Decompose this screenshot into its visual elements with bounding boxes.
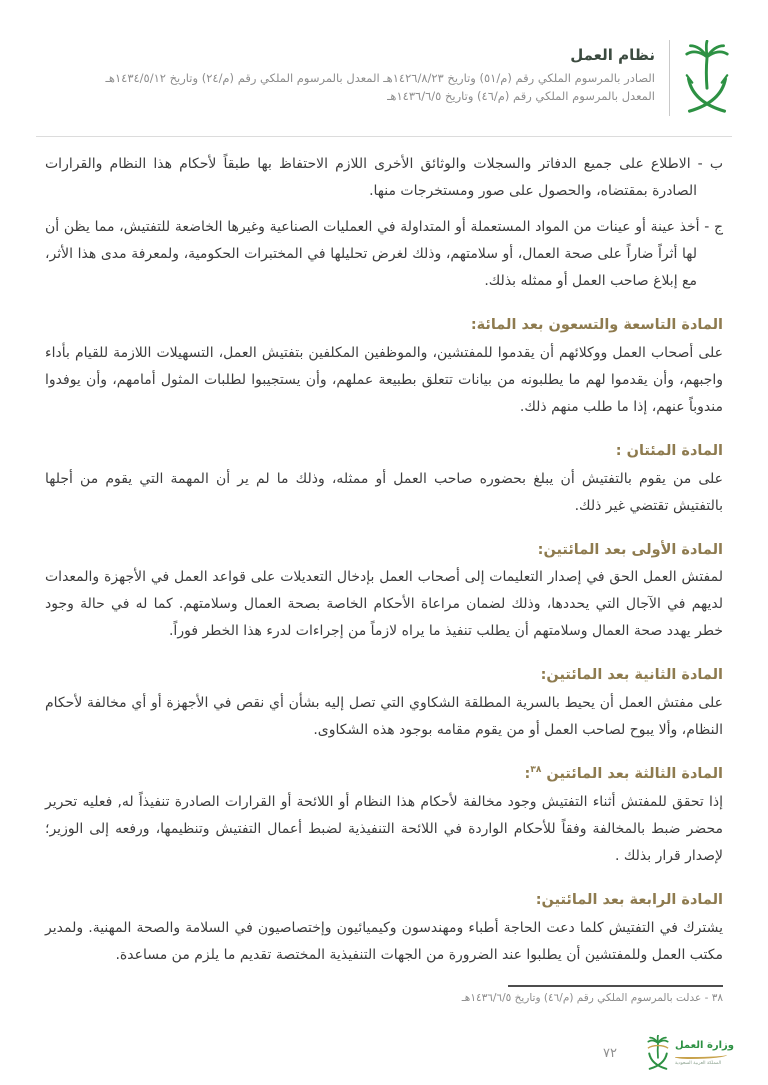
article-199 bbox=[45, 309, 723, 421]
document-body bbox=[45, 151, 723, 969]
article-202 bbox=[45, 659, 723, 744]
heading-text: المادة التاسعة والتسعون بعد المائة: bbox=[470, 316, 723, 333]
list-item-j: ج - أخذ عينة أو عينات من المواد المستعملة أو المتداولة في العمليات الصناعية وغيرها الخاضعة للتفتيش، مما يظن أن لها أثراً ضاراً على صحة العمال، أو سلامتهم، وذلك لغرض تحليلها في المختبرات الحكومية، ولمعرفة مدى هذا الأثر، مع إبلاغ صاحب العمل أو ممثله بذلك. bbox=[45, 219, 723, 289]
list-item-b: ب - الاطلاع على جميع الدفاتر والسجلات والوثائق الأخرى اللازم الاحتفاظ بها طبقاً لأحكام هذا النظام والقرارات الصادرة بمقتضاه، والحصول على صور ومستخرجات منها. bbox=[45, 156, 723, 199]
header-text-block bbox=[36, 40, 655, 105]
header-rule bbox=[36, 136, 732, 137]
article-204-heading bbox=[45, 884, 723, 912]
document-title: نظام العمل bbox=[570, 46, 655, 64]
decree-line-1: الصادر بالمرسوم الملكي رقم (م/٥١) وتاريخ ١٤٢٦/٨/٢٣هـ المعدل بالمرسوم الملكي رقم (م/٢٤) وتاريخ ١٤٣٤/٥/١٢هـ bbox=[105, 71, 655, 85]
heading-footnote-ref: ٣٨ bbox=[530, 765, 542, 776]
article-201 bbox=[45, 534, 723, 646]
article-204-body: يشترك في التفتيش كلما دعت الحاجة أطباء ومهندسون وكيميائيون وإختصاصيون في السلامة والصحة المهنية. ولمدير مكتب العمل وللمفتشين أن يطلبوا عند الضرورة من الجهات التنفيذية المختصة تقديم ما يلزم من مساعدة. bbox=[45, 919, 723, 963]
header-divider bbox=[669, 40, 670, 116]
article-203-heading bbox=[45, 758, 723, 786]
heading-text: المادة المئتان : bbox=[615, 442, 723, 459]
article-201-body: لمفتش العمل الحق في إصدار التعليمات إلى أصحاب العمل بإدخال التعديلات على قواعد العمل في الأجهزة والمعدات لديهم في الآجال التي يحددها، وذلك لضمان مراعاة الأحكام الخاصة بصحة العمال وسلامتهم. كما له في حالة وجود خطر يهدد صحة العمال وسلامتهم أن يطلب تنفيذ ما يراه لازماً من إجراءات لدرء هذا الخطر فوراً. bbox=[45, 569, 723, 640]
article-200-body: على من يقوم بالتفتيش أن يبلغ بحضوره صاحب العمل أو ممثله، وذلك ما لم ير أن المهمة التي يقوم من أجلها بالتفتيش تقتضي غير ذلك. bbox=[45, 470, 723, 514]
decree-line-2: المعدل بالمرسوم الملكي رقم (م/٤٦) وتاريخ ١٤٣٦/٦/٥هـ bbox=[387, 89, 655, 103]
ministry-name: وزارة العمل bbox=[675, 1039, 734, 1051]
article-202-heading bbox=[45, 659, 723, 687]
heading-colon: : bbox=[524, 766, 531, 783]
heading-text: المادة الثالثة بعد المائتين bbox=[541, 766, 723, 783]
heading-text: المادة الرابعة بعد المائتين: bbox=[535, 891, 723, 908]
page-header bbox=[36, 40, 732, 120]
article-199-body: على أصحاب العمل ووكلائهم أن يقدموا للمفتشين، والموظفين المكلفين بتفتيش العمل، التسهيلات اللازمة للقيام بأداء واجبهم، وأن يقدموا لهم ما يطلبونه من بيانات تتعلق بطبيعة عملهم، وأن يستجيبوا لطلبات المثول أمامهم، وأن يوفدوا مندوباً عنهم، إذا ما طلب منهم ذلك. bbox=[45, 344, 723, 415]
footnote-text: ٣٨ - عدلت بالمرسوم الملكي رقم (م/٤٦) وتاريخ ١٤٣٦/٦/٥هـ bbox=[461, 991, 723, 1004]
saudi-emblem-icon bbox=[684, 40, 730, 120]
ministry-emblem-icon bbox=[647, 1035, 669, 1071]
article-203-body: إذا تحقق للمفتش أثناء التفتيش وجود مخالفة لأحكام هذا النظام أو اللائحة أو القرارات الصادرة تنفيذاً له, فعليه تحرير محضر ضبط بالمخالفة وفقاً للأحكام الواردة في اللائحة التنفيذية لضبط أعمال التفتيش وتنظيمها، ورفعه إلى الوزير؛ لإصدار قرار بذلك . bbox=[45, 794, 723, 865]
article-201-heading bbox=[45, 534, 723, 562]
page-number: ٧٢ bbox=[603, 1045, 617, 1061]
article-199-heading bbox=[45, 309, 723, 337]
footnote-block bbox=[45, 985, 723, 1004]
article-203 bbox=[45, 758, 723, 870]
article-200-heading bbox=[45, 435, 723, 463]
footnote-rule bbox=[508, 985, 723, 987]
page-footer bbox=[34, 1035, 734, 1071]
ministry-subtitle: المملكة العربية السعودية bbox=[675, 1060, 722, 1066]
heading-text: المادة الأولى بعد المائتين: bbox=[537, 541, 723, 558]
heading-text: المادة الثانية بعد المائتين: bbox=[540, 667, 723, 684]
article-202-body: على مفتش العمل أن يحيط بالسرية المطلقة الشكاوي التي تصل إليه بشأن أي نقص في الأجهزة أو أي مخالفة لأحكام النظام، وألا يبوح لصاحب العمل أو من يقوم مقامه بوجود هذه الشكاوى. bbox=[45, 695, 723, 739]
article-200 bbox=[45, 435, 723, 520]
ministry-logo-text bbox=[675, 1040, 734, 1067]
article-204 bbox=[45, 884, 723, 969]
gold-swoosh-icon bbox=[675, 1053, 727, 1059]
ministry-of-labor-logo bbox=[647, 1035, 734, 1071]
